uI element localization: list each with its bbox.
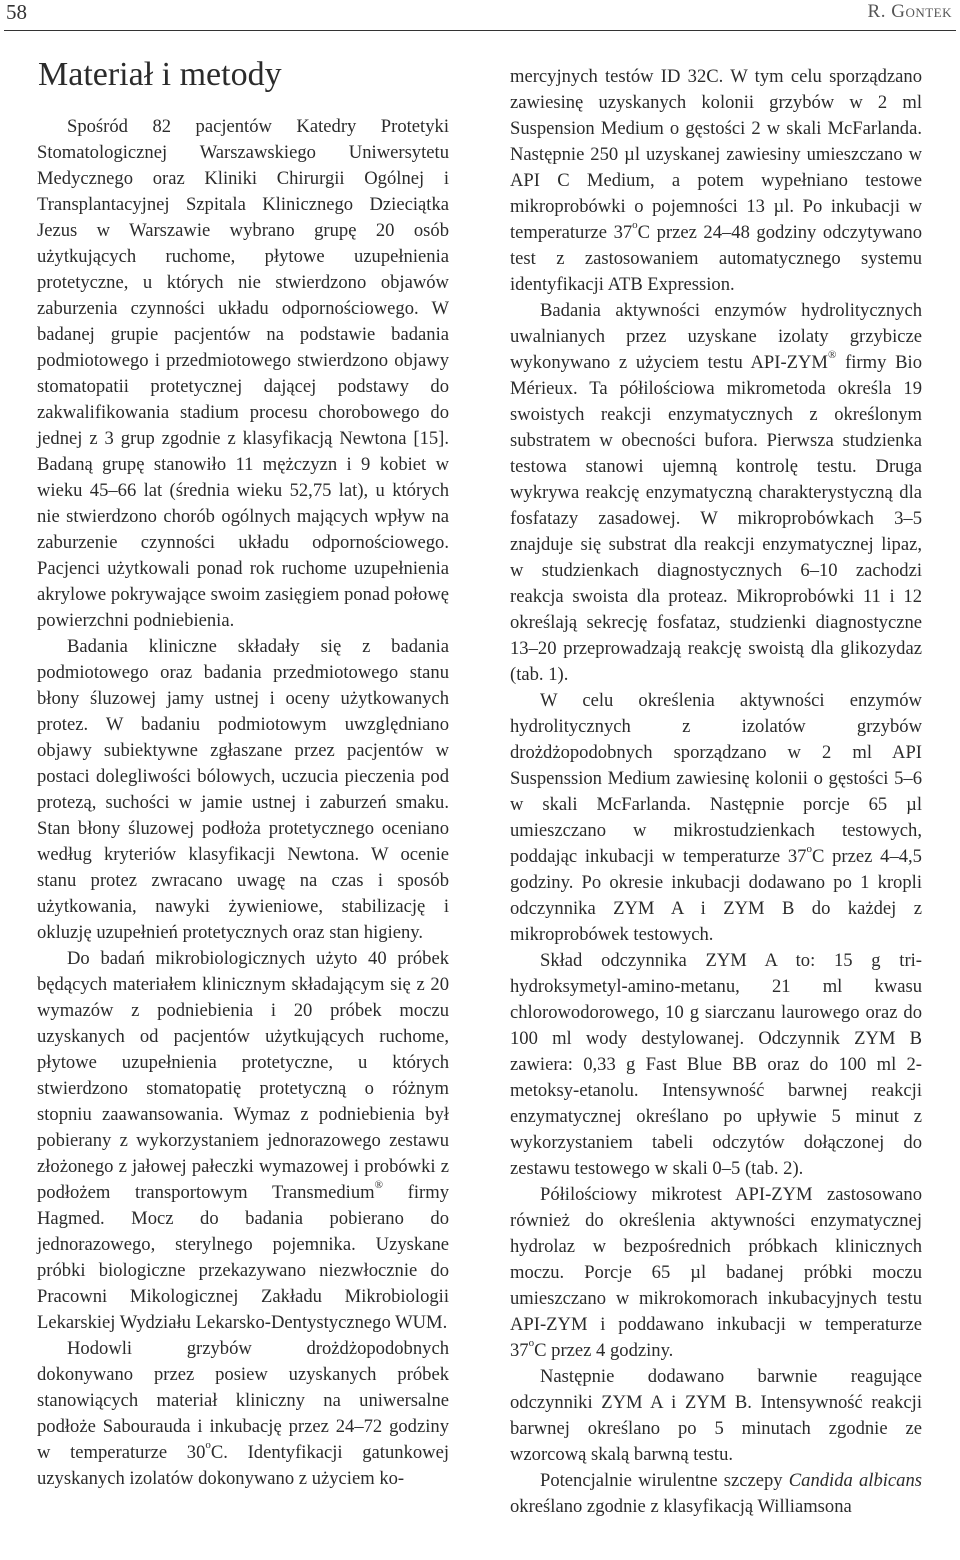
paragraph <box>37 1336 449 1492</box>
paragraph-text: C przez 24–48 godziny odczytywano test z zastosowaniem automatycznego systemu identyfikacji ATB Expression. <box>510 222 922 295</box>
paragraph-text: Hodowli grzybów drożdżopodobnych dokonywano przez posiew uzyskanych próbek stanowiących materiał kliniczny na uniwersalne podłoże Sabourauda i inkubację przez 24–72 godziny w temperaturze 30 <box>37 1338 449 1463</box>
paragraph-text: Do badań mikrobiologicznych użyto 40 próbek będących materiałem klinicznym składającym się z 20 wymazów z podniebienia i 20 próbek moczu uzyskanych od pacjentów użytkujących ruchome, płytowe uzupełnienia protetyczne, u których stwierdzono stomatopatię protetyczną o różnym stopniu zaawansowania. Wymaz z podniebienia był pobierany z wykorzystaniem jednorazowego zestawu złożonego z jałowej pałeczki wymazowej i probówki z podłożem transportowym Transmedium <box>37 948 449 1203</box>
header-rule <box>4 30 956 31</box>
paragraph <box>510 64 922 298</box>
degree-superscript: o <box>806 843 812 855</box>
left-column <box>37 114 449 1492</box>
paragraph-text: Badania aktywności enzymów hydrolitycznych uwalnianych przez uzyskane izolaty grzybicze wykonywano z użyciem testu API-ZYM <box>510 300 922 373</box>
paragraph <box>510 1468 922 1520</box>
paragraph <box>37 634 449 946</box>
paragraph <box>510 1182 922 1364</box>
right-column <box>510 64 922 1520</box>
paragraph-text: określano zgodnie z klasyfikacją Williamsona <box>510 1496 852 1517</box>
degree-superscript: o <box>205 1439 211 1451</box>
paragraph-text: Spośród 82 pacjentów Katedry Protetyki Stomatologicznej Warszawskiego Uniwersytetu Medycznego oraz Kliniki Chirurgii Ogólnej i Transplantacyjnej Szpitala Klinicznego Dzieciątka Jezus w Warszawie wybrano grupę 20 osób użytkujących ruchome, płytowe uzupełnienia protetyczne, u których nie stwierdzono objawów zaburzenia czynności układu odpornościowego. W badanej grupie pacjentów na podstawie badania podmiotowego i przedmiotowego stwierdzono objawy stomatopatii protetycznej dającej podstawy do zakwalifikowania stadium procesu chorobowego do jednej z 3 grup zgodnie z klasyfikacją Newtona [15]. Badaną grupę stanowiło 11 mężczyzn i 9 kobiet w wieku 45–66 lat (średnia wieku 52,75 lat), u których nie stwierdzono chorób ogólnych mających wpływ na zaburzenie czynności układu odpornościowego. Pacjenci użytkowali ponad rok ruchome uzupełnienia akrylowe pokrywające swoim zasięgiem ponad połowę powierzchni podniebienia. <box>37 116 449 631</box>
paragraph-text: Następnie dodawano barwnie reagujące odczynniki ZYM A i ZYM B. Intensywność reakcji barwnej określano po 5 minutach zgodnie ze wzorcową skalą barwną testu. <box>510 1366 922 1465</box>
running-header: R. Gontek <box>867 1 952 22</box>
paragraph <box>510 298 922 688</box>
registered-mark: ® <box>374 1179 383 1191</box>
paragraph-text: C przez 4 godziny. <box>534 1340 674 1361</box>
paragraph-text: mercyjnych testów ID 32C. W tym celu sporządzano zawiesinę uzyskanych kolonii grzybów w 2 ml Suspension Medium o gęstości 2 w skali McFarlanda. Następnie 250 µl uzyskanej zawiesiny umieszczano w API C Medium, a potem wypełniano testowe mikroprobówki o pojemności 13 µl. Po inkubacji w temperaturze 37 <box>510 66 922 243</box>
paragraph <box>37 114 449 634</box>
paragraph-text: Badania kliniczne składały się z badania podmiotowego oraz badania przedmiotowego stanu błony śluzowej jamy ustnej i oceny użytkowanych protez. W badaniu podmiotowym uwzględniano objawy subiektywne zgłaszane przez pacjentów w postaci dolegliwości bólowych, uczucia pieczenia pod protezą, suchości w jamie ustnej i zaburzeń smaku. Stan błony śluzowej podłoża protetycznego oceniano według kryteriów klasyfikacji Newtona. W ocenie stanu protez zwracano uwagę na czas i sposób użytkowania, nawyki żywieniowe, stabilizację i okluzję uzupełnień protetycznych oraz stan higieny. <box>37 636 449 943</box>
paragraph <box>37 946 449 1336</box>
section-title: Materiał i metody <box>38 56 282 93</box>
paragraph-text: C. Identyfikacji gatunkowej uzyskanych izolatów dokonywano z użyciem ko- <box>37 1442 450 1489</box>
paragraph <box>510 948 922 1182</box>
degree-superscript: o <box>528 1337 535 1349</box>
paragraph-text: firmy Bio Mérieux. Ta półilościowa mikrometoda określa 19 swoistych reakcji enzymatycznych z określonym substratem w obecności bufora. Pierwsza studzienka testowa stanowi ujemną kontrolę testu. Druga wykrywa reakcję enzymatyczną charakterystyczną dla fosfatazy zasadowej. W mikroprobówkach 3–5 znajduje się substrat dla reakcji enzymatycznej lipaz, w studzienkach diagnostycznych 6–10 zachodzi reakcja swoista dla proteaz. Mikroprobówki 11 i 12 określają sekrecję fosfataz, studzienki diagnostyczne 13–20 przeprowadzają reakcję swoistą dla glikozydaz (tab. 1). <box>510 352 922 685</box>
paragraph-text: Skład odczynnika ZYM A to: 15 g tri-hydroksymetyl-amino-metanu, 21 ml kwasu chlorowodorowego, 10 g siarczanu laurowego oraz do 100 ml wody destylowanej. Odczynnik ZYM B zawiera: 0,33 g Fast Blue BB oraz do 100 ml 2-metoksy-etanolu. Intensywność barwnej reakcji enzymatycznej określano po upływie 5 minut z wykorzystaniem tabeli odczytów dołączonej do zestawu testowego w skali 0–5 (tab. 2). <box>510 950 922 1179</box>
registered-mark: ® <box>827 349 837 361</box>
paragraph <box>510 688 922 948</box>
paragraph-text: C przez 4–4,5 godziny. Po okresie inkubacji dodawano po 1 kropli odczynnika ZYM A i ZYM B do każdej z mikroprobówek testowych. <box>510 846 922 945</box>
paragraph-text: Potencjalnie wirulentne szczepy <box>540 1470 789 1491</box>
paragraph-text: W celu określenia aktywności enzymów hydrolitycznych z izolatów grzybów drożdżopodobnych sporządzano w 2 ml API Suspenssion Medium zawiesinę kolonii o gęstości 5–6 w skali McFarlanda. Następnie porcje 65 µl umieszczano w mikrostudzienkach testowych, poddając inkubacji w temperaturze 37 <box>510 690 922 867</box>
species-name: Candida albicans <box>788 1470 922 1491</box>
paragraph-text: firmy Hagmed. Mocz do badania pobierano do jednorazowego, sterylnego pojemnika. Uzyskane próbki biologiczne przekazywano niezwłocznie do Pracowni Mikologicznej Zakładu Mikrobiologii Lekarskiej Wydziału Lekarsko-Dentystycznego WUM. <box>37 1182 449 1333</box>
page-number: 58 <box>6 0 27 24</box>
paragraph-text: Półilościowy mikrotest API-ZYM zastosowano również do określenia aktywności enzymatycznej hydrolaz w bezpośrednich próbkach klinicznych moczu. Porcje 65 µl badanej próbki moczu umieszczano w mikrokomorach inkubacyjnych testu API-ZYM i poddawano inkubacji w temperaturze 37 <box>510 1184 922 1361</box>
paragraph <box>510 1364 922 1468</box>
degree-superscript: o <box>632 219 638 231</box>
